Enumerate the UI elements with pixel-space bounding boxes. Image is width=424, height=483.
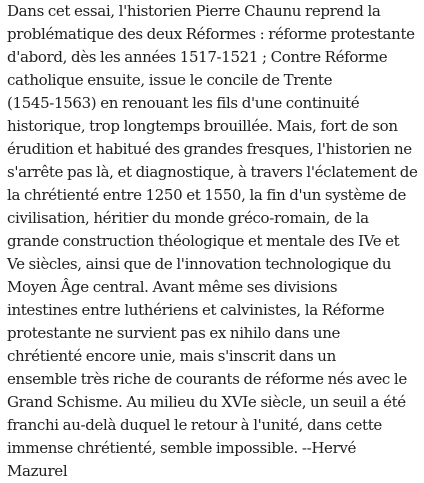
text-line: protestante ne survient pas ex nihilo dans une bbox=[7, 324, 341, 342]
text-line: (1545-1563) en renouant les fils d'une continuité bbox=[7, 94, 360, 112]
text-line: grande construction théologique et mentale des IVe et bbox=[7, 232, 400, 250]
text-line: érudition et habitué des grandes fresques, l'historien ne bbox=[7, 140, 412, 158]
text-line: ensemble très riche de courants de réforme nés avec le bbox=[7, 370, 407, 388]
text-line: d'abord, dès les années 1517-1521 ; Contre Réforme bbox=[7, 48, 388, 66]
text-line: historique, trop longtemps brouillée. Mais, fort de son bbox=[7, 117, 398, 135]
text-line: Dans cet essai, l'historien Pierre Chaunu reprend la bbox=[7, 2, 381, 20]
text-line: intestines entre luthériens et calvinistes, la Réforme bbox=[7, 301, 385, 319]
text-line: la chrétienté entre 1250 et 1550, la fin d'un système de bbox=[7, 186, 406, 204]
text-line: immense chrétienté, semble impossible. --Hervé bbox=[7, 439, 357, 457]
text-line: Ve siècles, ainsi que de l'innovation technologique du bbox=[7, 255, 392, 273]
text-line: franchi au-delà duquel le retour à l'unité, dans cette bbox=[7, 416, 382, 434]
text-line: s'arrête pas là, et diagnostique, à travers l'éclatement de bbox=[7, 163, 418, 181]
text-line: Grand Schisme. Au milieu du XVIe siècle, un seuil a été bbox=[7, 393, 406, 411]
text-line: Mazurel bbox=[7, 462, 68, 480]
review-paragraph bbox=[7, 0, 420, 483]
text-line: problématique des deux Réformes : réforme protestante bbox=[7, 25, 415, 43]
text-line: civilisation, héritier du monde gréco-romain, de la bbox=[7, 209, 369, 227]
text-line: Moyen Âge central. Avant même ses divisions bbox=[7, 278, 338, 296]
text-line: catholique ensuite, issue le concile de Trente bbox=[7, 71, 333, 89]
text-line: chrétienté encore unie, mais s'inscrit dans un bbox=[7, 347, 336, 365]
